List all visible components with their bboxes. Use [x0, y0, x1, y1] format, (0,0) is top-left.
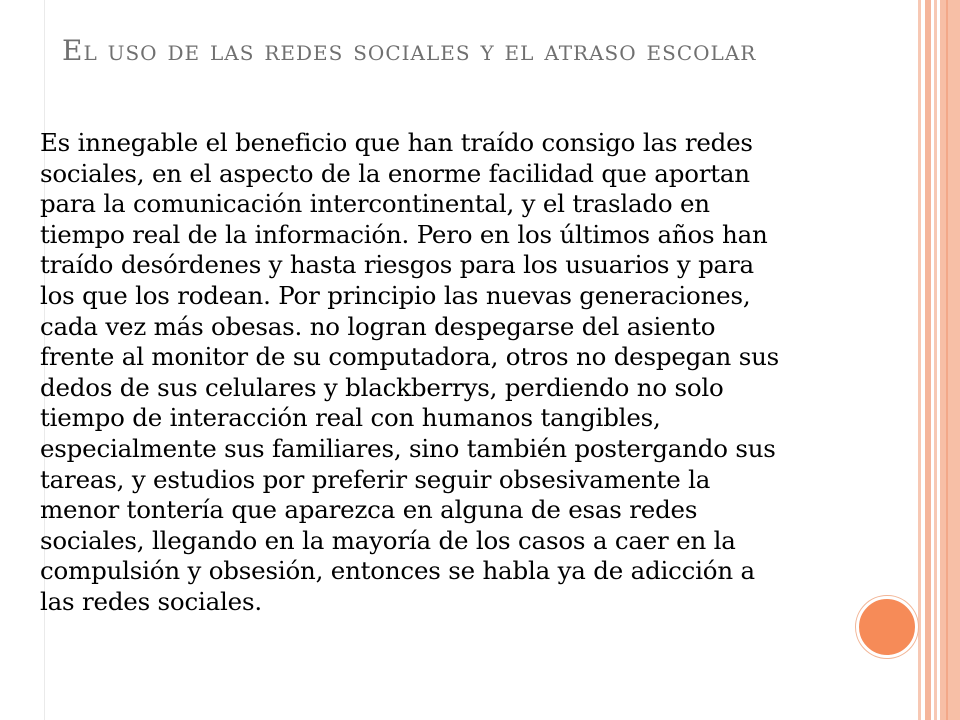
- slide-title: El uso de las redes sociales y el atraso escolar: [62, 34, 757, 67]
- slide-body-text: Es innegable el beneficio que han traído consigo las redes sociales, en el aspecto de la enorme facilidad que aportan para la comunicación intercontinental, y el traslado en tiempo real de la información. Pero en los últimos años han traído desórdenes y hasta riesgos para los usuarios y para los que los rodean. Por principio las nuevas generaciones, cada vez más obesas. no logran despegarse del asiento frente al monitor de su computadora, otros no despegan sus dedos de sus celulares y blackberrys, perdiendo no solo tiempo de interacción real con humanos tangibles, especialmente sus familiares, sino también postergando sus tareas, y estudios por preferir seguir obsesivamente la menor tontería que aparezca en alguna de esas redes sociales, llegando en la mayoría de los casos a caer en la compulsión y obsesión, entonces se habla ya de adicción a las redes sociales.: [40, 128, 780, 616]
- decorative-stripe: [940, 0, 960, 720]
- decorative-stripe: [918, 0, 921, 720]
- decorative-stripe: [925, 0, 931, 720]
- decorative-circle: [856, 596, 918, 658]
- decorative-stripe: [946, 0, 948, 720]
- decorative-stripe: [934, 0, 937, 720]
